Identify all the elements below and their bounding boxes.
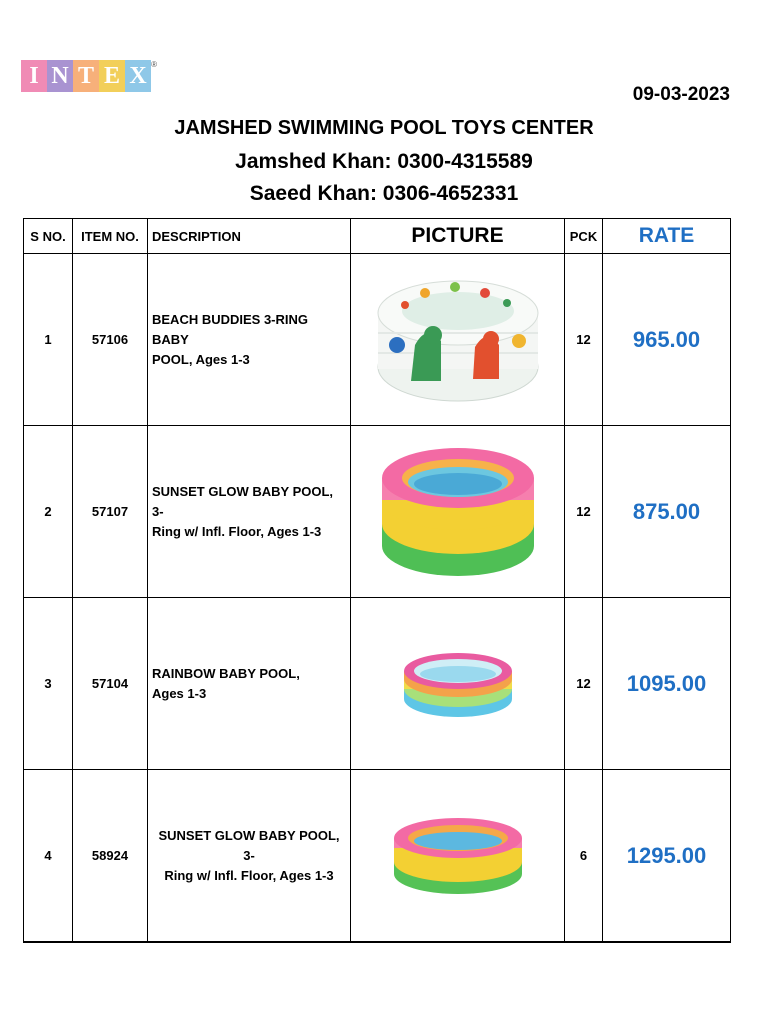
document-date: 09-03-2023 xyxy=(632,84,730,105)
cell-pck: 12 xyxy=(565,254,603,426)
cell-description xyxy=(148,770,351,943)
beach-buddies-pool-image xyxy=(375,275,541,405)
description-line: SUNSET GLOW BABY POOL, 3- xyxy=(152,483,334,519)
table-row xyxy=(24,426,731,598)
description-line: SUNSET GLOW BABY POOL, 3- xyxy=(158,827,340,863)
table-row xyxy=(24,254,731,426)
contact-line-2: Saeed Khan: 0306-4652331 xyxy=(249,182,519,205)
cell-pck: 12 xyxy=(565,598,603,770)
intex-logo xyxy=(21,60,157,92)
col-header-picture: PICTURE xyxy=(351,219,565,254)
cell-description xyxy=(148,598,351,770)
registered-mark: ® xyxy=(151,60,157,69)
col-header-rate: RATE xyxy=(603,219,731,254)
cell-item-no: 57107 xyxy=(73,426,148,598)
cell-picture xyxy=(351,770,565,943)
description-line: BEACH BUDDIES 3-RING BABY xyxy=(152,311,309,347)
cell-pck: 6 xyxy=(565,770,603,943)
cell-picture xyxy=(351,598,565,770)
document-header xyxy=(0,114,768,210)
cell-rate: 1095.00 xyxy=(603,598,731,770)
logo-letter: I xyxy=(21,60,47,92)
cell-item-no: 57106 xyxy=(73,254,148,426)
cell-description xyxy=(148,426,351,598)
cell-rate: 1295.00 xyxy=(603,770,731,943)
description-line: Ring w/ Infl. Floor, Ages 1-3 xyxy=(164,867,334,883)
cell-item-no: 57104 xyxy=(73,598,148,770)
cell-rate: 875.00 xyxy=(603,426,731,598)
table-row xyxy=(24,770,731,943)
description-line: POOL, Ages 1-3 xyxy=(152,351,250,367)
table-row xyxy=(24,598,731,770)
table-header-row xyxy=(24,219,731,254)
company-name: JAMSHED SWIMMING POOL TOYS CENTER xyxy=(174,117,594,139)
cell-picture xyxy=(351,426,565,598)
price-list-table xyxy=(23,218,731,943)
cell-sno: 2 xyxy=(24,426,73,598)
cell-pck: 12 xyxy=(565,426,603,598)
rainbow-pool-image xyxy=(402,647,514,721)
logo-letter: N xyxy=(47,60,73,92)
logo-letter: X xyxy=(125,60,151,92)
sunset-glow-pool-small-image xyxy=(391,814,525,898)
description-line: Ages 1-3 xyxy=(152,685,207,701)
cell-sno: 1 xyxy=(24,254,73,426)
col-header-sno: S NO. xyxy=(24,219,73,254)
col-header-item-no: ITEM NO. xyxy=(73,219,148,254)
description-line: RAINBOW BABY POOL, xyxy=(152,665,300,681)
col-header-description: DESCRIPTION xyxy=(148,219,351,254)
cell-sno: 3 xyxy=(24,598,73,770)
col-header-pck: PCK xyxy=(565,219,603,254)
logo-letter: T xyxy=(73,60,99,92)
description-line: Ring w/ Infl. Floor, Ages 1-3 xyxy=(152,523,322,539)
sunset-glow-pool-image xyxy=(378,442,538,582)
cell-item-no: 58924 xyxy=(73,770,148,943)
contact-line-1: Jamshed Khan: 0300-4315589 xyxy=(235,150,533,173)
cell-sno: 4 xyxy=(24,770,73,943)
cell-description xyxy=(148,254,351,426)
cell-picture xyxy=(351,254,565,426)
cell-rate: 965.00 xyxy=(603,254,731,426)
logo-letter: E xyxy=(99,60,125,92)
